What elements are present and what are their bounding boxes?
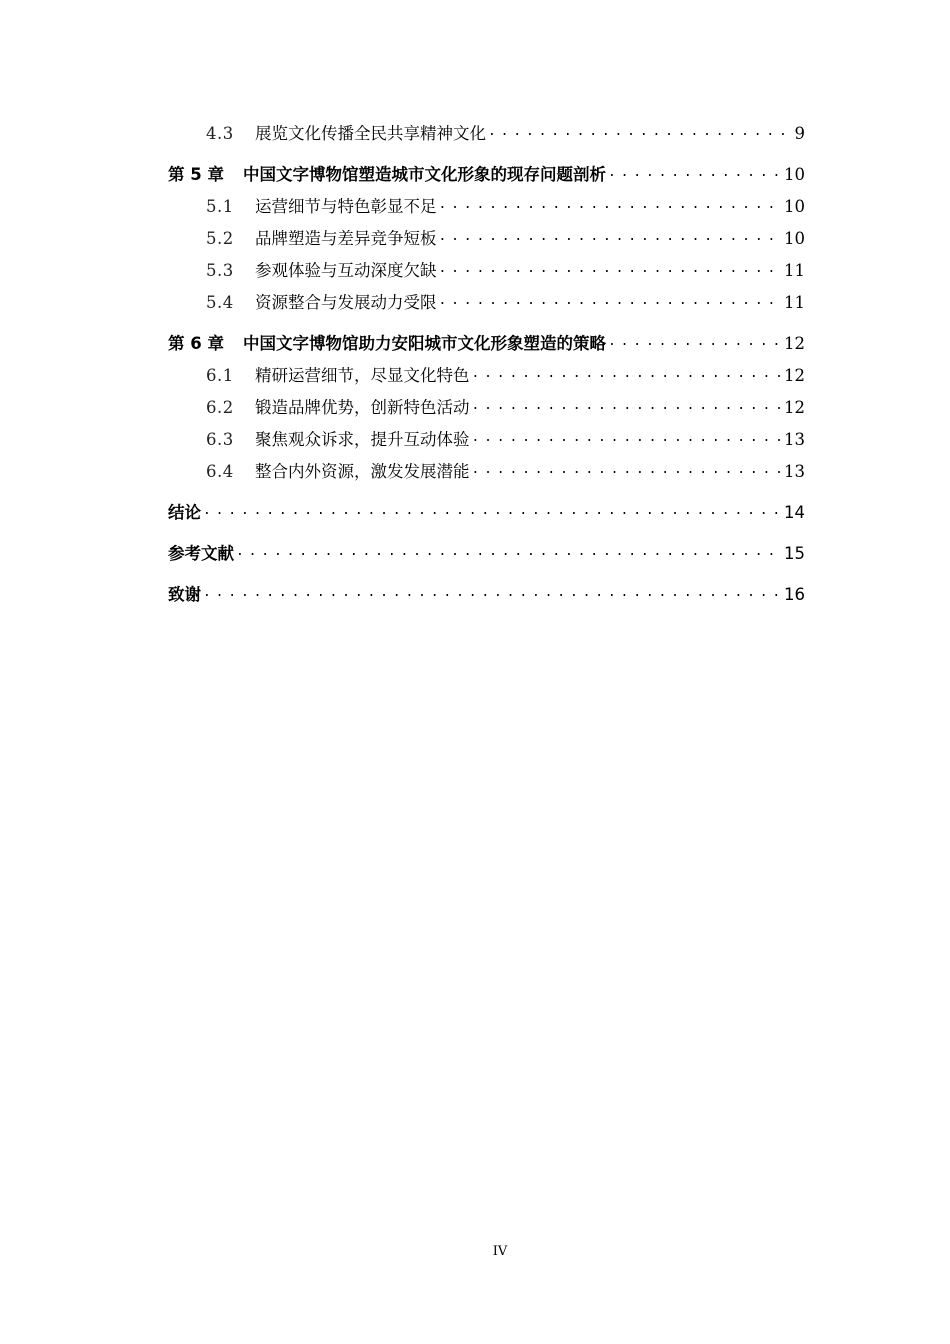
toc-entry-title: 结论 <box>168 503 201 522</box>
toc-section-number: 6.1 <box>206 366 234 385</box>
page-footer-number: IV <box>492 1244 508 1259</box>
dot-leader <box>488 123 793 140</box>
dot-leader <box>472 461 783 478</box>
toc-chapter-title: 中国文字博物馆助力安阳城市文化形象塑造的策略 <box>243 334 606 353</box>
toc-page-number: 12 <box>784 334 805 353</box>
toc-entry-acknowledgements[interactable] <box>168 579 805 611</box>
toc-chapter-number: 第 5 章 <box>168 165 224 184</box>
toc-page-number: 9 <box>794 124 805 143</box>
toc-section-title: 展览文化传播全民共享精神文化 <box>255 124 486 143</box>
toc-page-number: 12 <box>784 366 805 385</box>
toc-page-number: 11 <box>784 293 805 312</box>
toc-section-number: 5.4 <box>206 293 234 312</box>
dot-leader <box>608 333 782 350</box>
toc-entry-4-3[interactable] <box>168 118 805 150</box>
toc-entry-6-3[interactable] <box>168 424 805 456</box>
toc-entry-5-4[interactable] <box>168 287 805 319</box>
toc-chapter-number: 第 6 章 <box>168 334 224 353</box>
toc-page-number: 15 <box>784 544 805 563</box>
dot-leader <box>439 228 783 245</box>
toc-section-number: 5.1 <box>206 197 234 216</box>
dot-leader <box>439 292 783 309</box>
table-of-contents <box>168 118 805 611</box>
toc-page-number: 14 <box>784 503 805 522</box>
toc-entry-6-2[interactable] <box>168 392 805 424</box>
toc-page-number: 11 <box>784 261 805 280</box>
dot-leader <box>608 164 782 181</box>
toc-section-title: 资源整合与发展动力受限 <box>255 293 437 312</box>
toc-page-number: 16 <box>784 585 805 604</box>
toc-entry-title: 致谢 <box>168 585 201 604</box>
toc-entry-6-4[interactable] <box>168 456 805 488</box>
toc-entry-chapter-5[interactable] <box>168 159 805 191</box>
toc-page-number: 10 <box>784 165 805 184</box>
toc-entry-5-1[interactable] <box>168 191 805 223</box>
toc-section-title: 运营细节与特色彰显不足 <box>255 197 437 216</box>
toc-section-title: 锻造品牌优势，创新特色活动 <box>255 398 470 417</box>
toc-section-number: 6.4 <box>206 462 234 481</box>
dot-leader <box>472 365 783 382</box>
toc-section-number: 5.3 <box>206 261 234 280</box>
toc-entry-references[interactable] <box>168 538 805 570</box>
toc-section-title: 精研运营细节，尽显文化特色 <box>255 366 470 385</box>
dot-leader <box>439 196 783 213</box>
dot-leader <box>472 397 783 414</box>
dot-leader <box>472 429 783 446</box>
toc-page-number: 10 <box>784 229 805 248</box>
toc-section-title: 整合内外资源，激发发展潜能 <box>255 462 470 481</box>
toc-section-number: 4.3 <box>206 124 234 143</box>
dot-leader <box>203 584 782 601</box>
toc-section-title: 聚焦观众诉求，提升互动体验 <box>255 430 470 449</box>
toc-page-number: 12 <box>784 398 805 417</box>
dot-leader <box>439 260 783 277</box>
toc-section-number: 6.2 <box>206 398 234 417</box>
toc-section-number: 5.2 <box>206 229 234 248</box>
toc-page-number: 10 <box>784 197 805 216</box>
toc-section-title: 参观体验与互动深度欠缺 <box>255 261 437 280</box>
toc-entry-6-1[interactable] <box>168 360 805 392</box>
toc-page-number: 13 <box>784 462 805 481</box>
toc-entry-chapter-6[interactable] <box>168 328 805 360</box>
toc-entry-5-2[interactable] <box>168 223 805 255</box>
toc-chapter-title: 中国文字博物馆塑造城市文化形象的现存问题剖析 <box>243 165 606 184</box>
dot-leader <box>236 543 782 560</box>
toc-entry-conclusion[interactable] <box>168 497 805 529</box>
toc-section-number: 6.3 <box>206 430 234 449</box>
toc-section-title: 品牌塑造与差异竞争短板 <box>255 229 437 248</box>
toc-page-number: 13 <box>784 430 805 449</box>
toc-entry-title: 参考文献 <box>168 544 234 563</box>
dot-leader <box>203 502 782 519</box>
toc-entry-5-3[interactable] <box>168 255 805 287</box>
